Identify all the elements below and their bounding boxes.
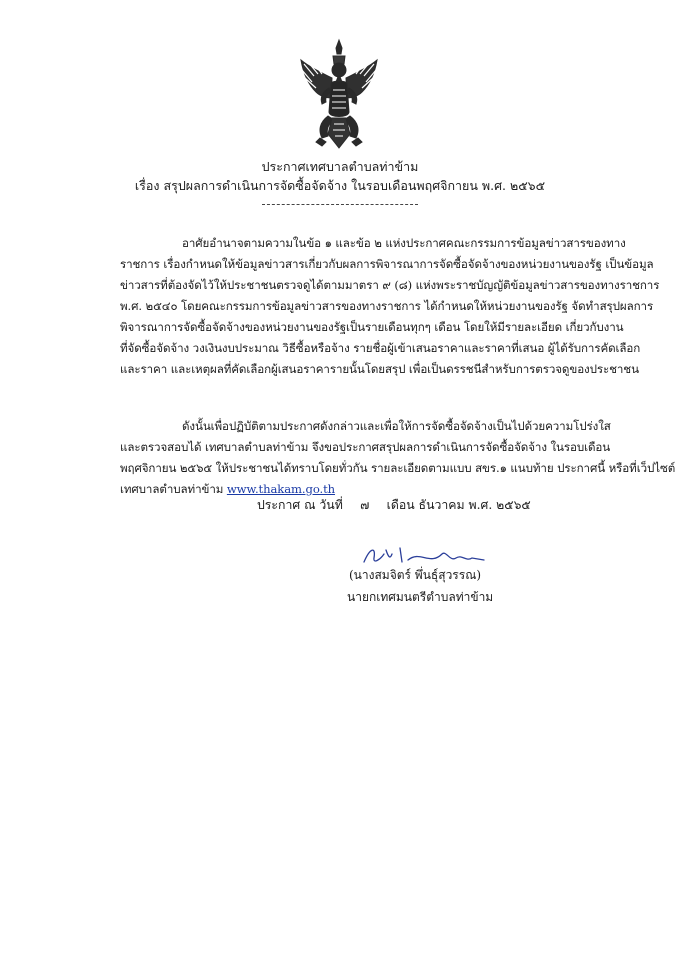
paragraph-line: ราชการ เรื่องกำหนดให้ข้อมูลข่าวสารเกี่ยวกับผลการพิจารณาการจัดซื้อจัดจ้างของหน่วยงานของรัฐ เป็นข้อมูล: [120, 257, 654, 271]
paragraph-line-prefix: เทศบาลตำบลท่าข้าม: [120, 482, 227, 496]
date-day: ๗: [360, 498, 370, 512]
paragraph-line: ดังนั้นเพื่อปฏิบัติตามประกาศดังกล่าวและเพื่อให้การจัดซื้อจัดจ้างเป็นไปด้วยความโปร่งใส: [182, 419, 611, 433]
paragraph-line: พฤศจิกายน ๒๕๖๕ ให้ประชาชนได้ทราบโดยทั่วกัน รายละเอียดตามแบบ สขร.๑ แนบท้าย ประกาศนี้ หรือที่เว็ปไซต์: [120, 461, 676, 475]
paragraph-line: พ.ศ. ๒๕๔๐ โดยคณะกรรมการข้อมูลข่าวสารของทางราชการ ได้กำหนดให้หน่วยงานของรัฐ จัดทำสรุปผลการ: [120, 299, 654, 313]
paragraph-line: และราคา และเหตุผลที่คัดเลือกผู้เสนอราคารายนั้นโดยสรุป เพื่อเป็นดรรชนีสำหรับการตรวจดูของประชาชน: [120, 362, 639, 376]
paragraph-line: ที่จัดซื้อจัดจ้าง วงเงินงบประมาณ วิธีซื้อหรือจ้าง รายชื่อผู้เข้าเสนอราคาและราคาที่เสนอ ผู้ได้รับการคัดเลือก: [120, 341, 641, 355]
paragraph-conclusion: [120, 416, 676, 500]
paragraph-line: ข่าวสารที่ต้องจัดไว้ให้ประชาชนตรวจดูได้ตามมาตรา ๙ (๘) แห่งพระราชบัญญัติข้อมูลข่าวสารของทางราชการ: [120, 278, 660, 292]
announcement-date: [257, 496, 531, 514]
paragraph-line: อาศัยอำนาจตามความในข้อ ๑ และข้อ ๒ แห่งประกาศคณะกรรมการข้อมูลข่าวสารของทาง: [182, 236, 626, 250]
signer-name: (นางสมจิตร์ พึ่นธุ์สุวรรณ): [349, 568, 482, 582]
paragraph-authority: [120, 233, 660, 380]
date-prefix: ประกาศ ณ วันที่: [257, 498, 343, 512]
signer-position: นายกเทศมนตรีตำบลท่าข้าม: [347, 590, 494, 604]
announcement-subject: เรื่อง สรุปผลการดำเนินการจัดซื้อจัดจ้าง ในรอบเดือนพฤศจิกายน พ.ศ. ๒๕๖๕: [134, 178, 546, 193]
paragraph-line: พิจารณาการจัดซื้อจัดจ้างของหน่วยงานของรัฐเป็นรายเดือนทุกๆ เดือน โดยให้มีรายละเอียด เกี่ยวกับงาน: [120, 320, 624, 334]
website-link[interactable]: www.thakam.go.th: [226, 482, 336, 496]
header-separator: [262, 204, 418, 205]
date-suffix: เดือน ธันวาคม พ.ศ. ๒๕๖๕: [386, 498, 531, 512]
announcement-issuer: ประกาศเทศบาลตำบลท่าข้าม: [261, 159, 419, 174]
garuda-emblem-icon: [298, 38, 380, 156]
paragraph-line: และตรวจสอบได้ เทศบาลตำบลท่าข้าม จึงขอประกาศสรุปผลการดำเนินการจัดซื้อจัดจ้าง ในรอบเดือน: [120, 440, 611, 454]
